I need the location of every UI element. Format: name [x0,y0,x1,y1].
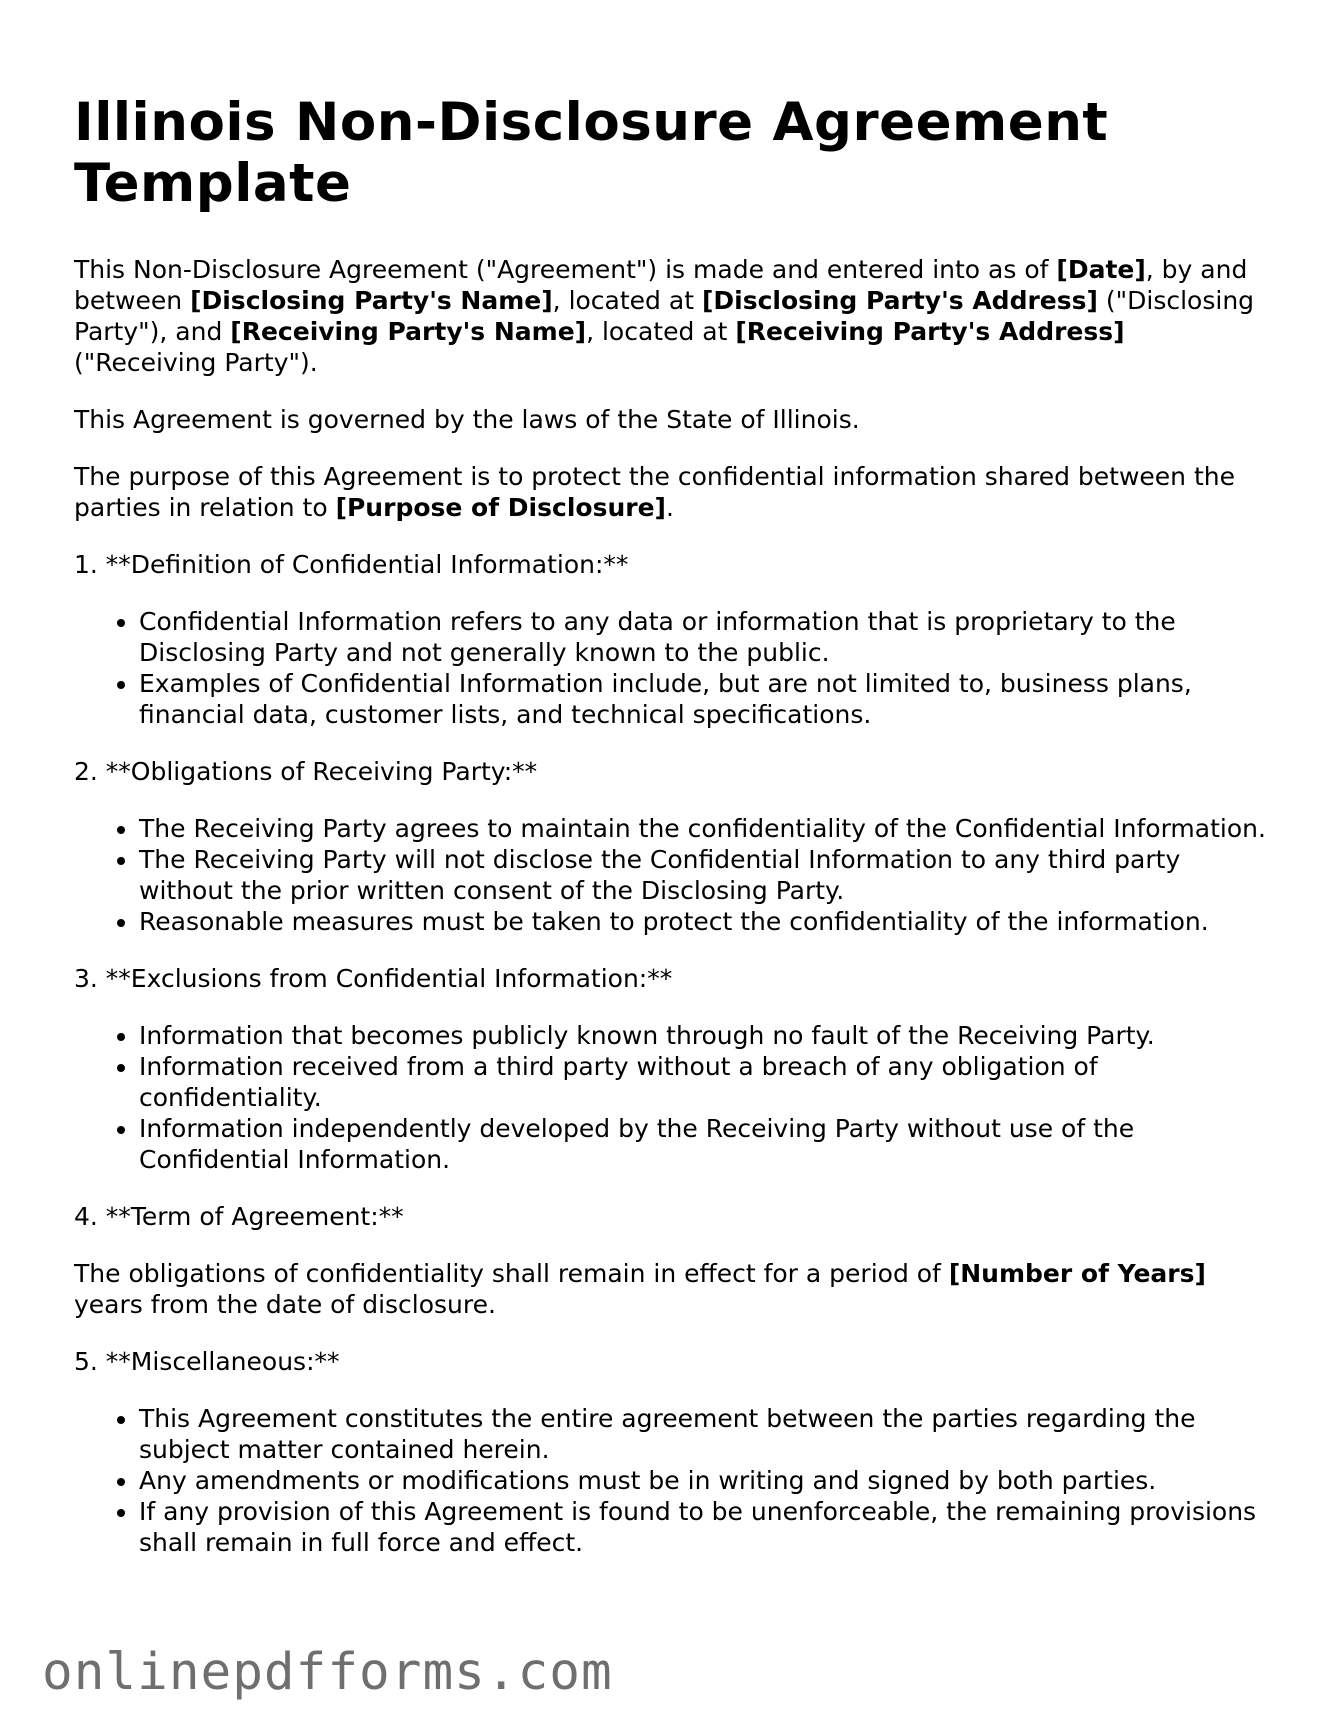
list-item: • Information that becomes publicly known through no fault of the Receiving Party. [139,1020,1274,1051]
disclosing-party-address-field: [Disclosing Party's Address] [701,286,1098,315]
list-item: • Information received from a third party without a breach of any obligation of confidentiality. [139,1051,1274,1113]
governing-law-paragraph: This Agreement is governed by the laws of the State of Illinois. [74,405,860,434]
disclosing-party-name-field: [Disclosing Party's Name] [190,286,553,315]
watermark: onlinepdfforms.com [42,1643,613,1702]
purpose-paragraph [74,461,1274,523]
section-list-definition [74,606,1274,730]
section-heading-term: 4. **Term of Agreement:** [74,1202,404,1231]
date-field: [Date] [1056,255,1146,284]
section-heading-miscellaneous: 5. **Miscellaneous:** [74,1347,340,1376]
receiving-party-name-field: [Receiving Party's Name] [230,317,587,346]
term-text-1: The obligations of confidentiality shall remain in effect for a period of [74,1259,949,1288]
section-heading-obligations: 2. **Obligations of Receiving Party:** [74,757,538,786]
section-list-exclusions [74,1020,1274,1175]
number-of-years-field: [Number of Years] [948,1259,1206,1288]
term-paragraph [74,1258,1274,1320]
list-item: • Confidential Information refers to any data or information that is proprietary to the Disclosing Party and not generally known to the public. [139,606,1274,668]
purpose-text-1: The purpose of this Agreement is to protect the confidential information shared between the parties in relation to [74,462,1235,522]
intro-text-5: , located at [586,317,736,346]
purpose-field: [Purpose of Disclosure] [335,493,666,522]
list-item: • This Agreement constitutes the entire agreement between the parties regarding the subject matter contained herein. [139,1403,1274,1465]
intro-text-1: This Non-Disclosure Agreement ("Agreement") is made and entered into as of [74,255,1057,284]
section-list-miscellaneous [74,1403,1274,1558]
intro-text-4: ("Disclosing Party"), and [74,286,1255,346]
receiving-party-address-field: [Receiving Party's Address] [735,317,1125,346]
page-title: Illinois Non-Disclosure Agreement Template [74,92,1109,214]
list-item: • Examples of Confidential Information include, but are not limited to, business plans, financial data, customer lists, and technical specifications. [139,668,1274,730]
intro-text-6: ("Receiving Party"). [74,348,318,377]
intro-text-3: , located at [552,286,702,315]
intro-paragraph [74,254,1274,378]
section-list-obligations [74,813,1274,937]
list-item: • The Receiving Party agrees to maintain the confidentiality of the Confidential Information. [139,813,1274,844]
section-heading-definition: 1. **Definition of Confidential Information:** [74,550,629,579]
list-item: • If any provision of this Agreement is found to be unenforceable, the remaining provisions shall remain in full force and effect. [139,1496,1274,1558]
list-item: • The Receiving Party will not disclose the Confidential Information to any third party without the prior written consent of the Disclosing Party. [139,844,1274,906]
document-page [74,92,1274,1584]
list-item: • Reasonable measures must be taken to protect the confidentiality of the information. [139,906,1274,937]
purpose-text-2: . [665,493,674,522]
list-item: • Information independently developed by the Receiving Party without use of the Confidential Information. [139,1113,1274,1175]
list-item: • Any amendments or modifications must be in writing and signed by both parties. [139,1465,1274,1496]
intro-text-2: , by and between [74,255,1248,315]
section-heading-exclusions: 3. **Exclusions from Confidential Information:** [74,964,673,993]
term-text-2: years from the date of disclosure. [74,1290,496,1319]
